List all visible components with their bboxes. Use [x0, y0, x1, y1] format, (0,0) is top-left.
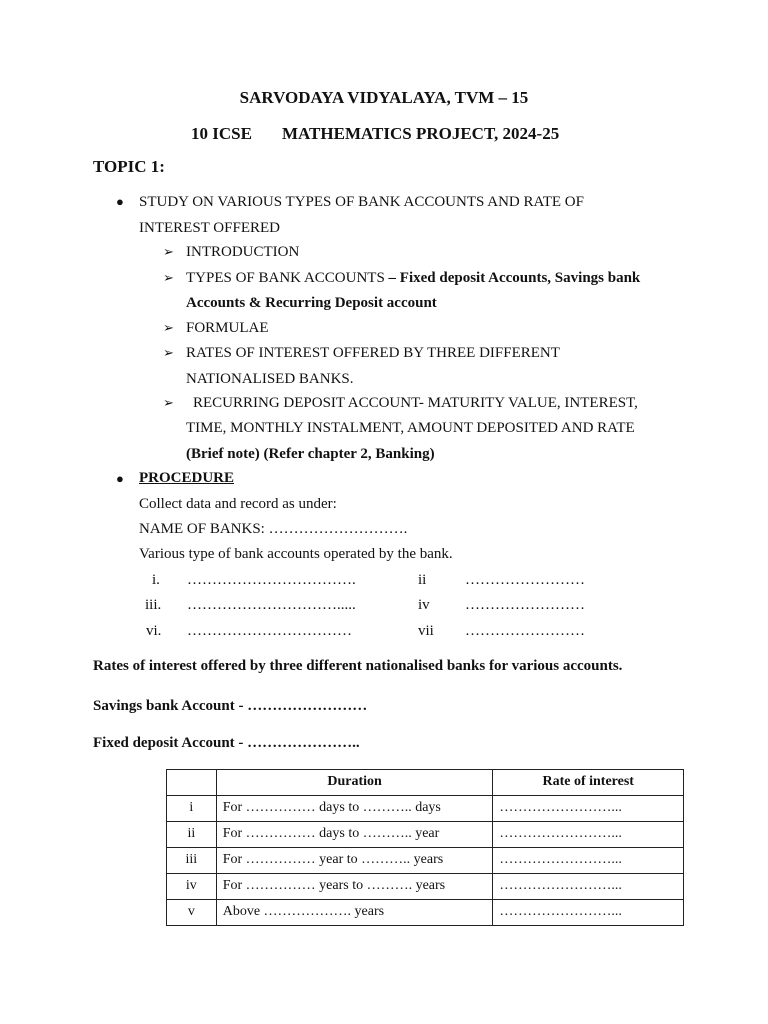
- rd-line-1: RECURRING DEPOSIT ACCOUNT- MATURITY VALUE, INTEREST,: [193, 395, 638, 411]
- rd-line-2: TIME, MONTHLY INSTALMENT, AMOUNT DEPOSITED AND RATE: [186, 420, 635, 436]
- row-rate: ……………………...: [493, 874, 684, 900]
- header-cell-duration: Duration: [216, 770, 493, 796]
- rates-line-2: NATIONALISED BANKS.: [186, 371, 354, 387]
- rates-line-1: RATES OF INTEREST OFFERED BY THREE DIFFERENT: [186, 345, 560, 361]
- list-num: ii: [418, 572, 427, 588]
- project-title: MATHEMATICS PROJECT, 2024-25: [282, 124, 560, 143]
- list-num: vi.: [146, 623, 162, 639]
- table-row: [167, 822, 684, 848]
- row-duration: For …………… days to ……….. year: [216, 822, 493, 848]
- row-num: iv: [167, 874, 217, 900]
- types-bold-1: – Fixed deposit Accounts, Savings bank: [388, 270, 641, 286]
- list-num: iv: [418, 597, 430, 613]
- procedure-heading: PROCEDURE: [139, 470, 235, 486]
- table-row: [167, 796, 684, 822]
- header-cell-rate: Rate of interest: [493, 770, 684, 796]
- row-duration: For …………… years to ………. years: [216, 874, 493, 900]
- row-num: v: [167, 900, 217, 926]
- study-line-1: STUDY ON VARIOUS TYPES OF BANK ACCOUNTS AND RATE OF: [139, 194, 584, 210]
- table-header-row: [167, 770, 684, 796]
- row-num: ii: [167, 822, 217, 848]
- class-label: 10 ICSE: [191, 124, 252, 143]
- row-rate: ……………………...: [493, 848, 684, 874]
- table-row: [167, 874, 684, 900]
- savings-label: Savings bank Account - ……………………: [93, 698, 368, 714]
- procedure-line-1: Collect data and record as under:: [139, 496, 337, 512]
- row-rate: ……………………...: [493, 822, 684, 848]
- list-dots: ……………………………: [187, 623, 352, 639]
- item-formulae: FORMULAE: [186, 320, 269, 336]
- row-num: iii: [167, 848, 217, 874]
- arrow-bullet-icon: ➢: [163, 395, 174, 410]
- procedure-line-3: Various type of bank accounts operated by the bank.: [139, 546, 453, 562]
- list-dots: …………………………….: [187, 572, 356, 588]
- list-num: iii.: [145, 597, 162, 613]
- item-types: [186, 269, 640, 287]
- item-introduction: INTRODUCTION: [186, 244, 300, 260]
- procedure-line-2: NAME OF BANKS: ……………………….: [139, 521, 408, 537]
- list-num: vii: [418, 623, 434, 639]
- school-title: SARVODAYA VIDYALAYA, TVM – 15: [239, 88, 529, 107]
- arrow-bullet-icon: ➢: [163, 345, 174, 360]
- list-dots: ……………………: [465, 572, 585, 588]
- topic-heading: TOPIC 1:: [93, 157, 165, 176]
- arrow-bullet-icon: ➢: [163, 244, 174, 259]
- row-rate: ……………………...: [493, 900, 684, 926]
- arrow-bullet-icon: ➢: [163, 270, 174, 285]
- bullet-icon: ●: [116, 194, 124, 209]
- list-dots: ……………………: [465, 623, 585, 639]
- study-line-2: INTEREST OFFERED: [139, 220, 280, 236]
- rd-line-3: (Brief note) (Refer chapter 2, Banking): [186, 446, 435, 462]
- row-duration: For …………… year to ……….. years: [216, 848, 493, 874]
- types-bold-2: Accounts & Recurring Deposit account: [186, 295, 437, 311]
- row-duration: Above ………………. years: [216, 900, 493, 926]
- rates-table: [166, 769, 684, 926]
- fixed-deposit-label: Fixed deposit Account - …………………..: [93, 735, 360, 751]
- types-prefix: TYPES OF BANK ACCOUNTS: [186, 270, 389, 286]
- list-dots: ……………………: [465, 597, 585, 613]
- table-row: [167, 900, 684, 926]
- table-row: [167, 848, 684, 874]
- row-rate: ……………………...: [493, 796, 684, 822]
- list-dots: ………………………….....: [187, 597, 356, 613]
- bullet-icon: ●: [116, 471, 124, 486]
- rates-heading: Rates of interest offered by three different nationalised banks for various accounts.: [93, 658, 623, 674]
- list-num: i.: [152, 572, 160, 588]
- arrow-bullet-icon: ➢: [163, 320, 174, 335]
- row-num: i: [167, 796, 217, 822]
- header-cell-num: [167, 770, 217, 796]
- row-duration: For …………… days to ……….. days: [216, 796, 493, 822]
